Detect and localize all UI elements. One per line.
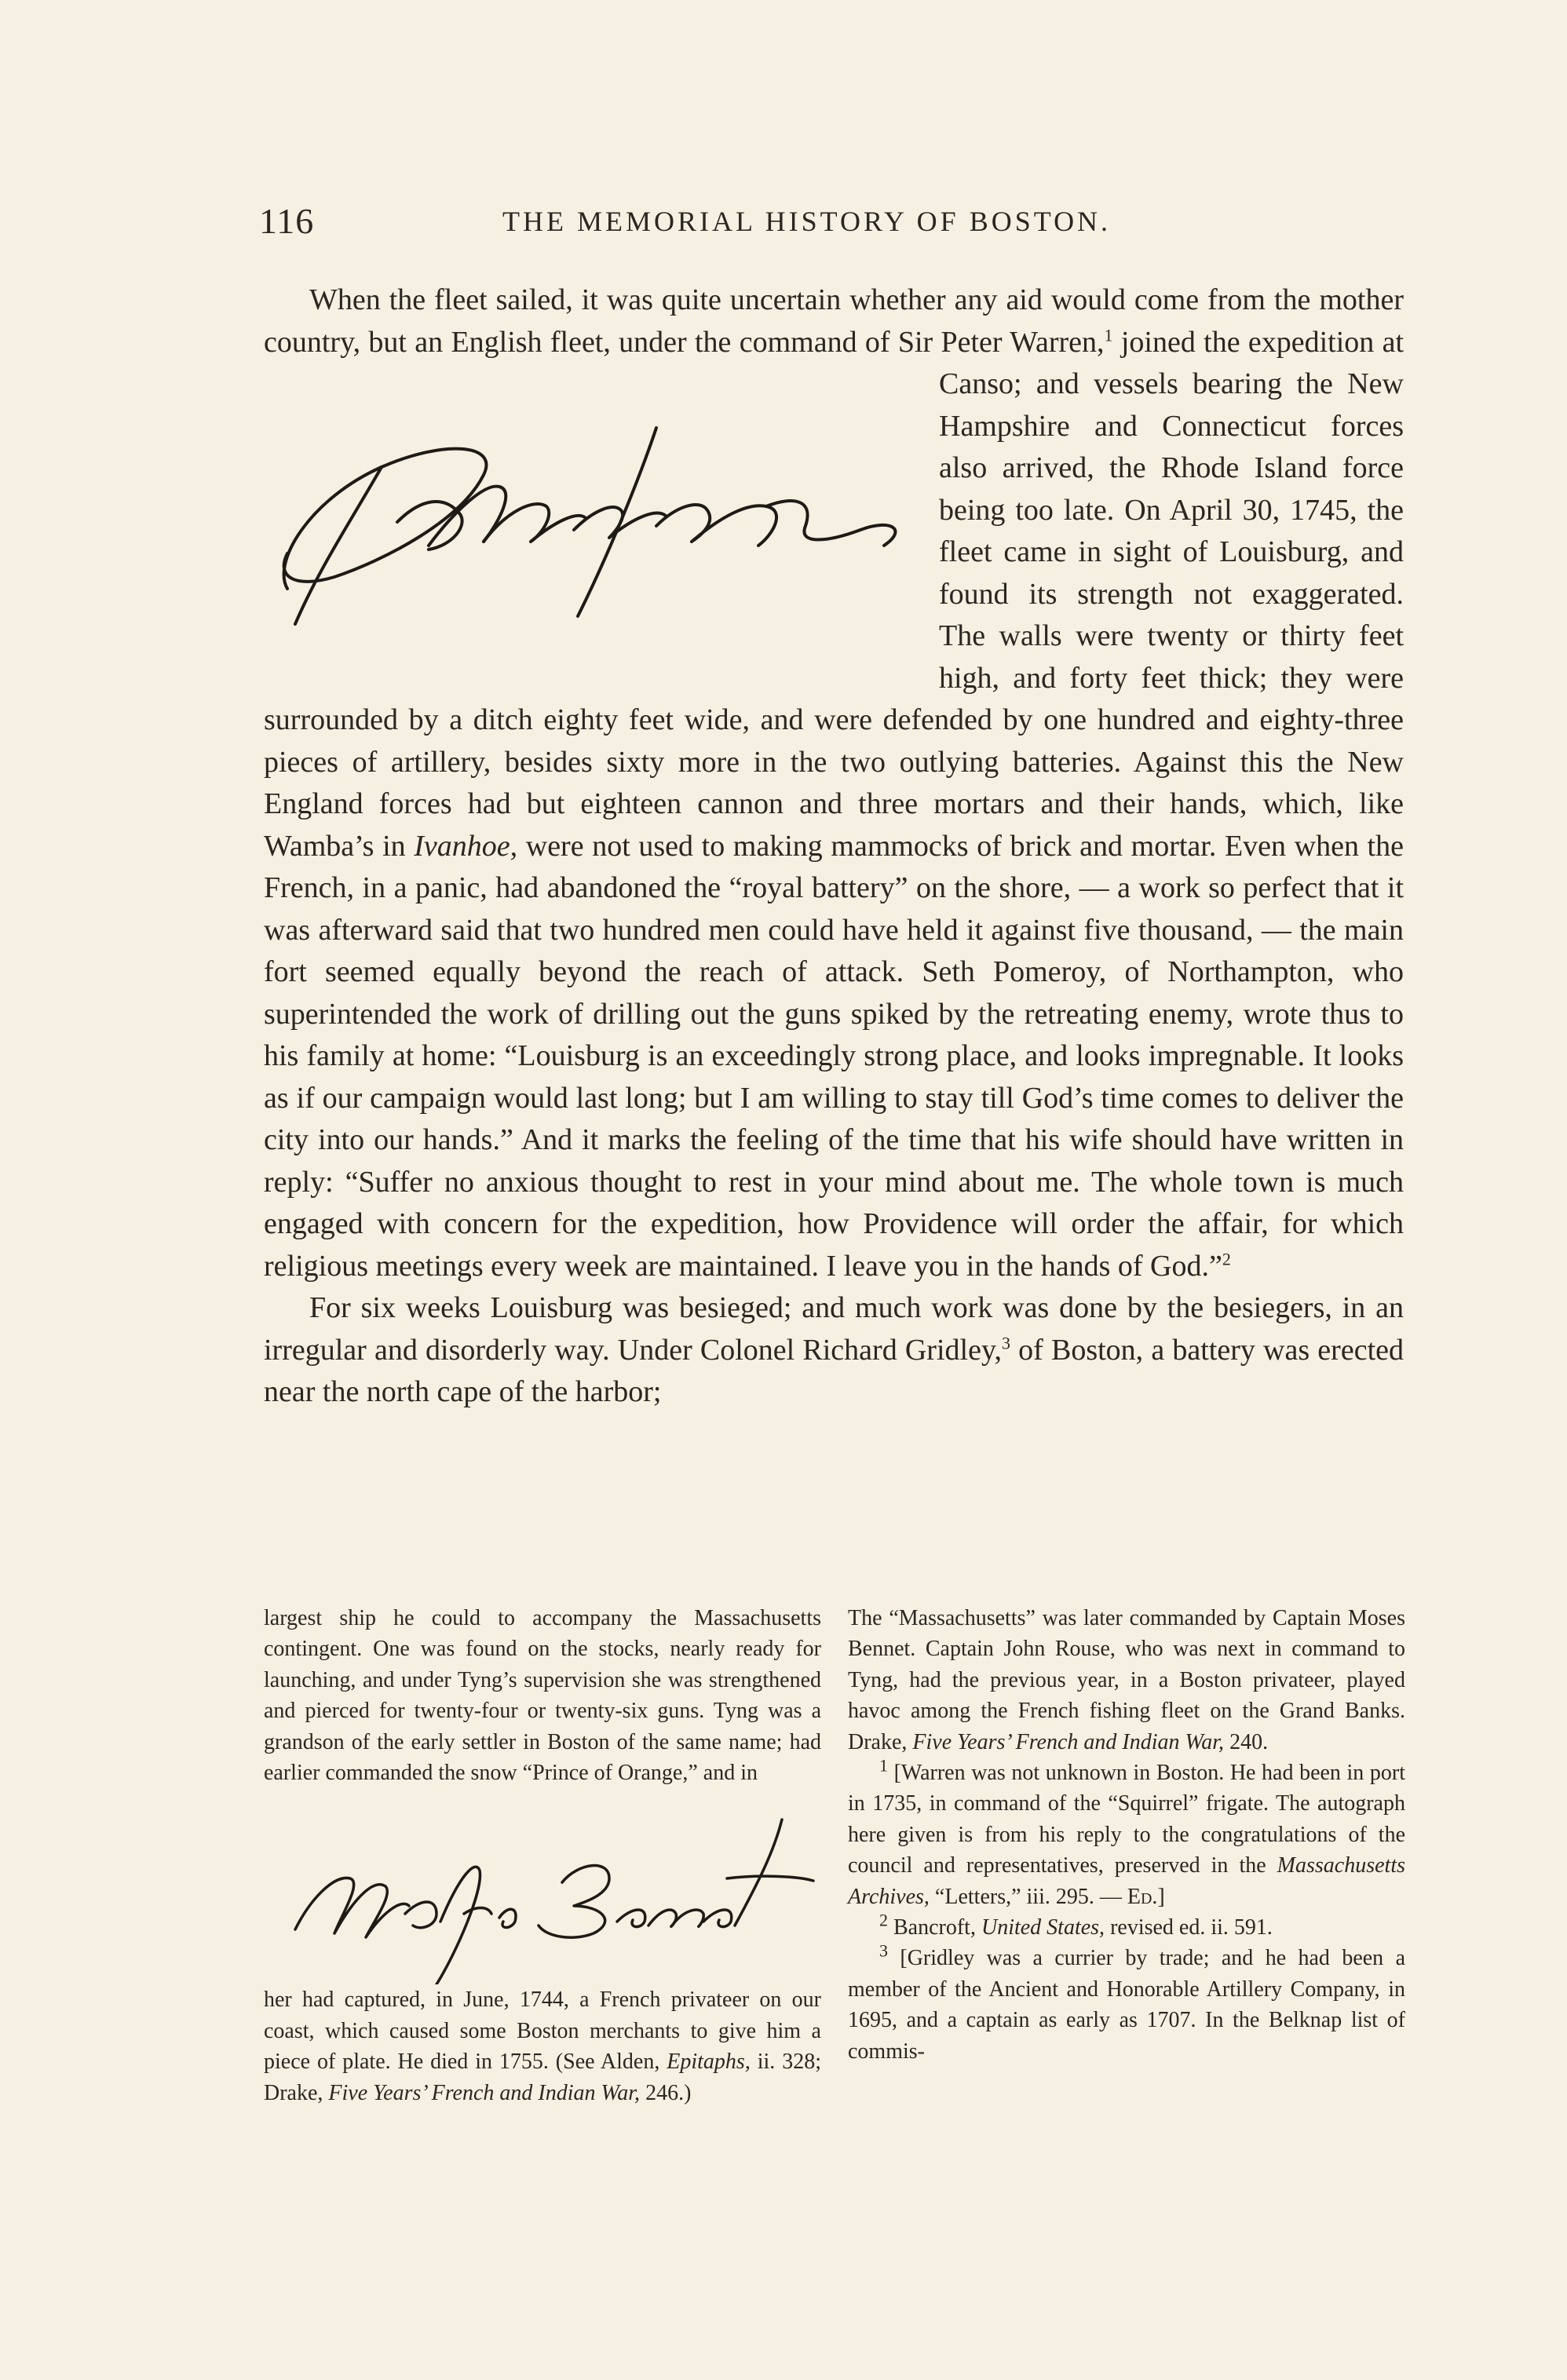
running-title: THE MEMORIAL HISTORY OF BOSTON.: [502, 206, 1112, 237]
drake-title-left: Five Years’ French and Indian War,: [328, 2080, 641, 2105]
warren-autograph: [264, 365, 939, 659]
footnote-left-top: largest ship he could to accompany the Massachusetts contingent. One was found on the stocks, nearly ready for launching, and under Tyng’s supervision she was strengthened and pierced for twenty-four or twenty-six guns. Tyng was a grandson of the early settler in Boston of the same name; had earlier commanded the snow “Prince of Orange,” and in: [264, 1606, 821, 1786]
drake-title-right: Five Years’ French and Indian War,: [912, 1729, 1225, 1754]
footnote-1-c: ]: [1157, 1884, 1165, 1909]
page-header: [259, 200, 1405, 247]
ivanhoe-title: Ivanhoe,: [414, 829, 518, 863]
footnote-left-bottom-c: 246.): [640, 2080, 692, 2105]
united-states-title: United States,: [981, 1915, 1105, 1940]
footnote-1-mark: 1: [879, 1755, 888, 1776]
footnote-right-cont: [848, 1603, 1405, 1758]
paragraph-1-text-b: joined the expedition at Canso; and vessels bearing the New Hampshire and Connecticut forces also arrived, the Rhode Island force being too late. On April 30, 1745, the fleet came in sight of Louisburg, and found its strength not exaggerated. The walls were twenty or thirty feet high, and forty feet thick; they were surrounded by a ditch eighty feet wide, and were defended by one hundred and eighty-three pieces of artillery, besides sixty more in the two outlying batteries. Against this the New England forces had but eighteen cannon and three mortars and their hands, which, like Wamba’s in: [264, 325, 1404, 863]
footnote-2-mark: 2: [879, 1910, 888, 1930]
footnote-ref-3: 3: [1001, 1332, 1010, 1352]
footnote-right-a: The “Massachusetts” was later commanded by Captain Moses Bennet. Captain John Rouse, who was next in command to Tyng, had the previous year, in a Boston privateer, played havoc among the French fishing fleet on the Grand Banks. Drake,: [848, 1606, 1405, 1754]
editor-mark: Ed.: [1127, 1884, 1158, 1909]
footnote-right-b: 240.: [1224, 1729, 1269, 1754]
footnote-3-a: [Gridley was a currier by trade; and he had been a member of the Ancient and Honorable Artillery Company, in 1695, and a captain as early as 1707. In the Belknap list of commis-: [848, 1946, 1405, 2064]
footnote-left-bottom-a: her had captured, in June, 1744, a French privateer on our coast, which caused some Boston merchants to give him a piece of plate. He died in 1755. (See Alden,: [264, 1988, 821, 2075]
paragraph-1-text-c: were not used to making mammocks of brick and mortar. Even when the French, in a panic, had abandoned the “royal battery” on the shore, — a work so perfect that it was afterward said that two hundred men could have held it against five thousand, — the main fort seemed equally beyond the reach of attack. Seth Pomeroy, of Northampton, who superintended the work of drilling out the guns spiked by the retreating enemy, wrote thus to his family at home: “Louisburg is an exceedingly strong place, and looks impregnable. It looks as if our campaign would last long; but I am willing to stay till God’s time comes to deliver the city into our hands.” And it marks the feeling of the time that his wife should have written in reply: “Suffer no anxious thought to rest in your mind about me. The whole town is much engaged with concern for the expedition, how Providence will order the affair, for which religious meetings every week are maintained. I leave you in the hands of God.”: [264, 829, 1404, 1283]
page-number: 116: [259, 201, 315, 241]
footnote-column-right: [848, 1603, 1405, 2067]
paragraph-2: [264, 1287, 1404, 1414]
paragraph-2-text-a: For six weeks Louisburg was besieged; and much work was done by the besiegers, in an irregular and disorderly way. Under Colonel Richard Gridley,: [264, 1291, 1404, 1367]
footnote-2: [848, 1912, 1405, 1943]
footnote-3: [848, 1943, 1405, 2067]
footnote-left-bottom-b: ii. 328; Drake,: [264, 2050, 821, 2105]
bennet-autograph: [264, 1788, 821, 1984]
footnote-ref-2: 2: [1222, 1248, 1231, 1268]
archives-title: Massachusetts Archives,: [848, 1853, 1405, 1909]
footnote-1-b: “Letters,” iii. 295. —: [929, 1884, 1127, 1909]
footnote-column-left: [264, 1603, 821, 2108]
paragraph-1: [264, 279, 1404, 1287]
main-text: [264, 279, 1404, 1414]
footnote-left-bottom: [264, 1984, 821, 2108]
footnote-ref-1: 1: [1104, 324, 1113, 345]
paragraph-1-text-a: When the fleet sailed, it was quite uncertain whether any aid would come from the mother country, but an English fleet, under the command of Sir Peter Warren,: [264, 283, 1404, 359]
paragraph-2-text-b: of Boston, a battery was erected near the north cape of the harbor;: [264, 1333, 1404, 1408]
footnote-1: [848, 1755, 1405, 1912]
epitaphs-title: Epitaphs,: [667, 2050, 751, 2075]
footnote-2-a: Bancroft,: [888, 1915, 981, 1940]
footnote-2-b: revised ed. ii. 591.: [1105, 1915, 1273, 1940]
footnote-1-a: [Warren was not unknown in Boston. He had been in port in 1735, in command of the “Squirrel” frigate. The autograph here given is from his reply to the congratulations of the council and representatives, preserved in the: [848, 1761, 1405, 1878]
footnote-3-mark: 3: [879, 1941, 888, 1962]
